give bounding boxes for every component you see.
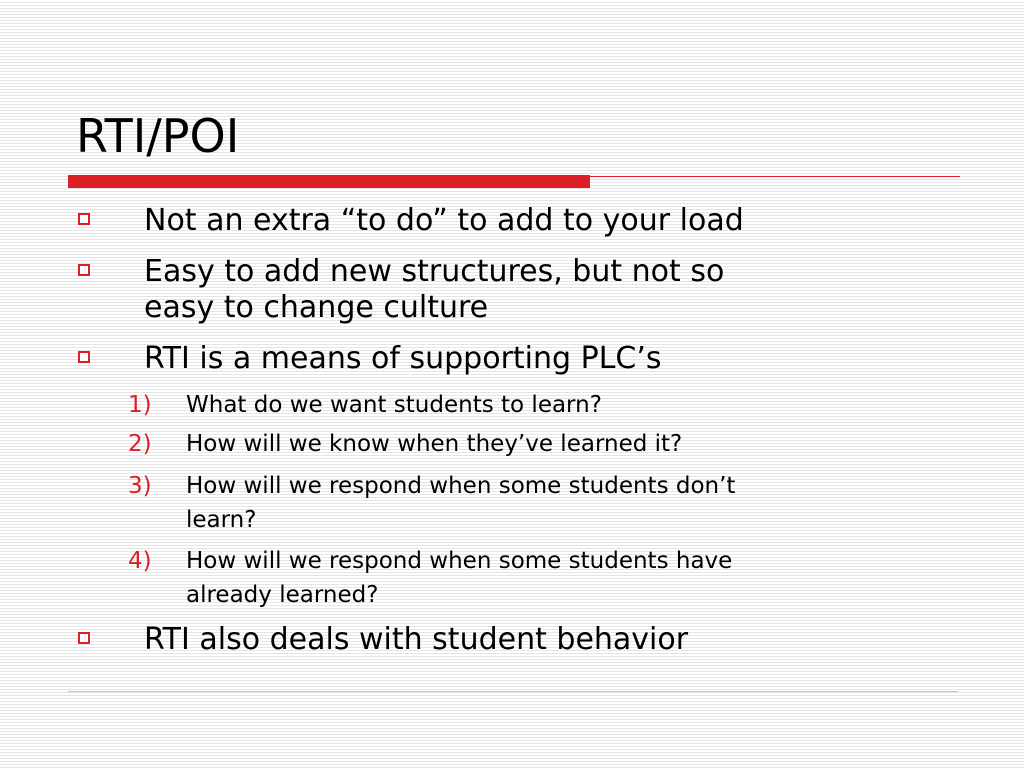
slide-title: RTI/POI bbox=[76, 109, 240, 163]
list-item-text: What do we want students to learn? bbox=[186, 392, 602, 418]
list-number: 2) bbox=[128, 431, 152, 457]
list-item-text: How will we respond when some students have already learned? bbox=[186, 548, 733, 608]
list-number: 3) bbox=[128, 473, 152, 499]
bullet-text: Not an extra “to do” to add to your load bbox=[144, 203, 744, 238]
title-underline-thin bbox=[590, 176, 960, 177]
bullet-text: RTI also deals with student behavior bbox=[144, 622, 689, 657]
title-underline-thick bbox=[68, 175, 590, 188]
bullet-text: Easy to add new structures, but not so easy to change culture bbox=[144, 254, 725, 325]
footer-divider bbox=[68, 691, 958, 692]
list-number: 1) bbox=[128, 392, 152, 418]
hollow-square-icon bbox=[78, 351, 90, 363]
hollow-square-icon bbox=[78, 264, 90, 276]
bullet-text: RTI is a means of supporting PLC’s bbox=[144, 341, 662, 376]
hollow-square-icon bbox=[78, 213, 90, 225]
hollow-square-icon bbox=[78, 632, 90, 644]
list-item-text: How will we know when they’ve learned it? bbox=[186, 431, 683, 457]
list-number: 4) bbox=[128, 548, 152, 574]
list-item-text: How will we respond when some students don’t learn? bbox=[186, 473, 736, 533]
